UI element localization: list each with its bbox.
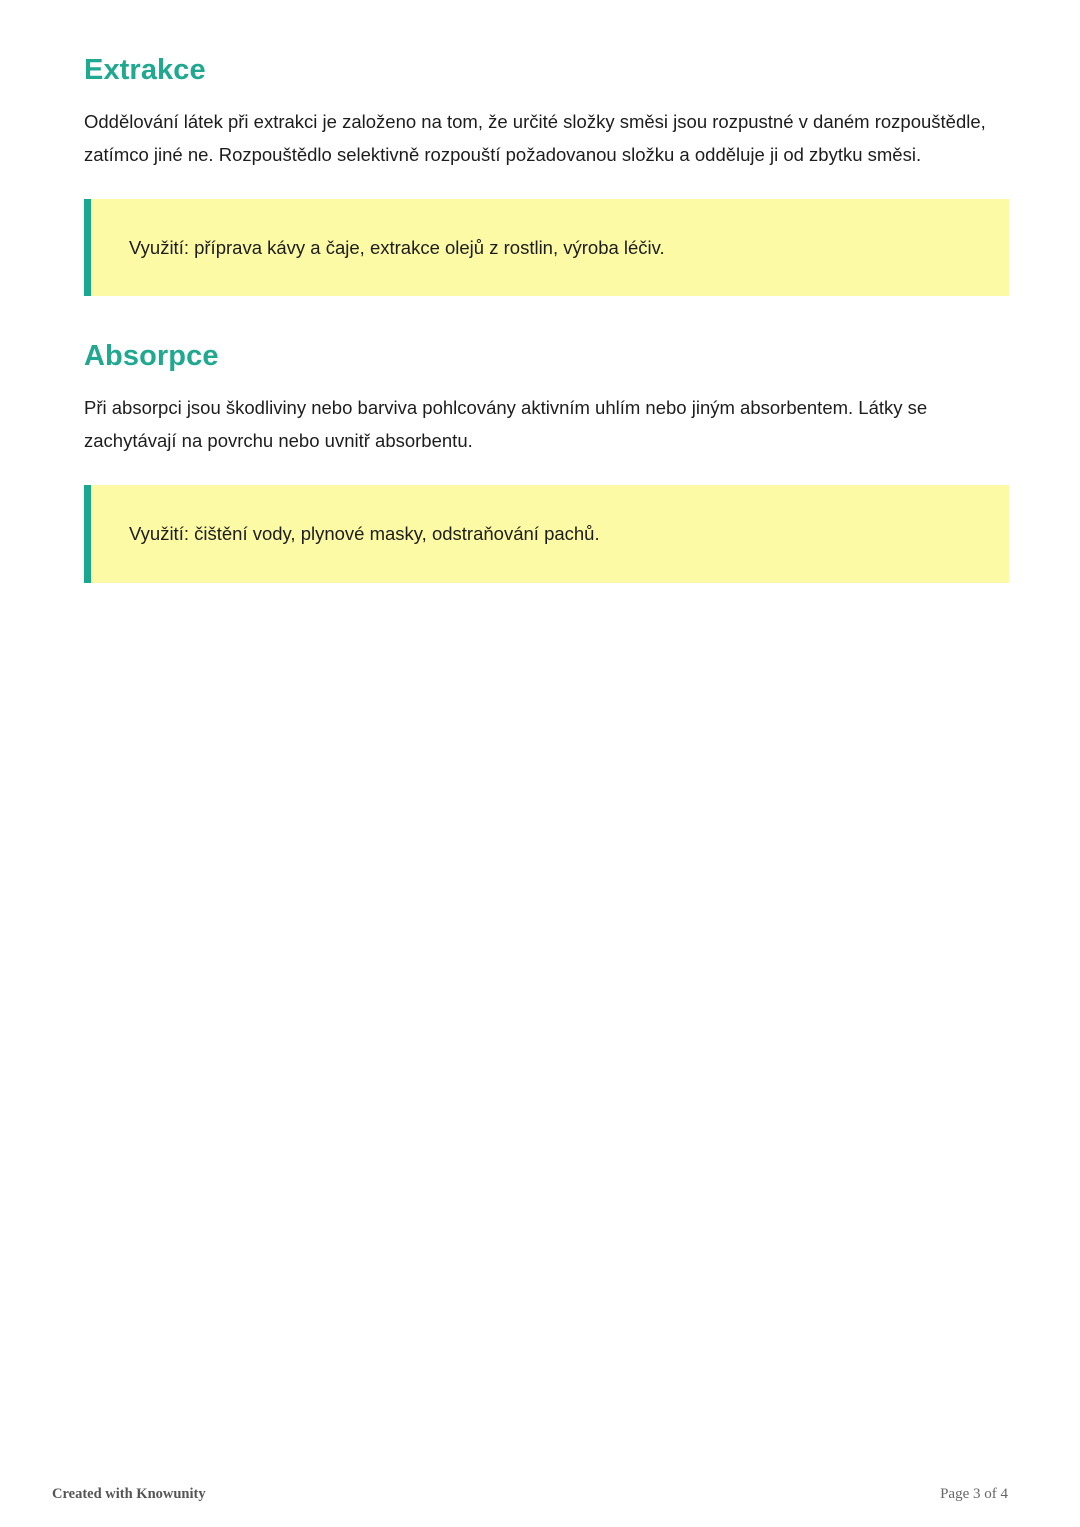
callout-text-absorpce: Využití: čištění vody, plynové masky, odstraňování pachů.: [129, 523, 600, 545]
page-footer: [0, 1479, 1080, 1509]
footer-attribution: Created with Knowunity: [52, 1485, 206, 1502]
callout-text-extrakce: Využití: příprava kávy a čaje, extrakce olejů z rostlin, výroba léčiv.: [129, 236, 665, 258]
section-heading-absorpce: Absorpce: [84, 340, 219, 373]
callout-box-absorpce: [84, 485, 1009, 583]
section-paragraph-extrakce: Oddělování látek při extrakci je založeno na tom, že určité složky směsi jsou rozpustné v daném rozpouštědle, zatímco jiné ne. Rozpouštědlo selektivně rozpouští požadovanou složku a odděluje ji od zbytku směsi.: [84, 111, 986, 165]
section-heading-extrakce: Extrakce: [84, 54, 206, 86]
footer-page-number: Page 3 of 4: [940, 1485, 1008, 1502]
section-paragraph-absorpce: Při absorpci jsou škodliviny nebo barviva pohlcovány aktivním uhlím nebo jiným absorbentem. Látky se zachytávají na povrchu nebo uvnitř absorbentu.: [84, 397, 928, 452]
page-content: [84, 54, 1009, 583]
callout-box-extrakce: [84, 199, 1009, 297]
